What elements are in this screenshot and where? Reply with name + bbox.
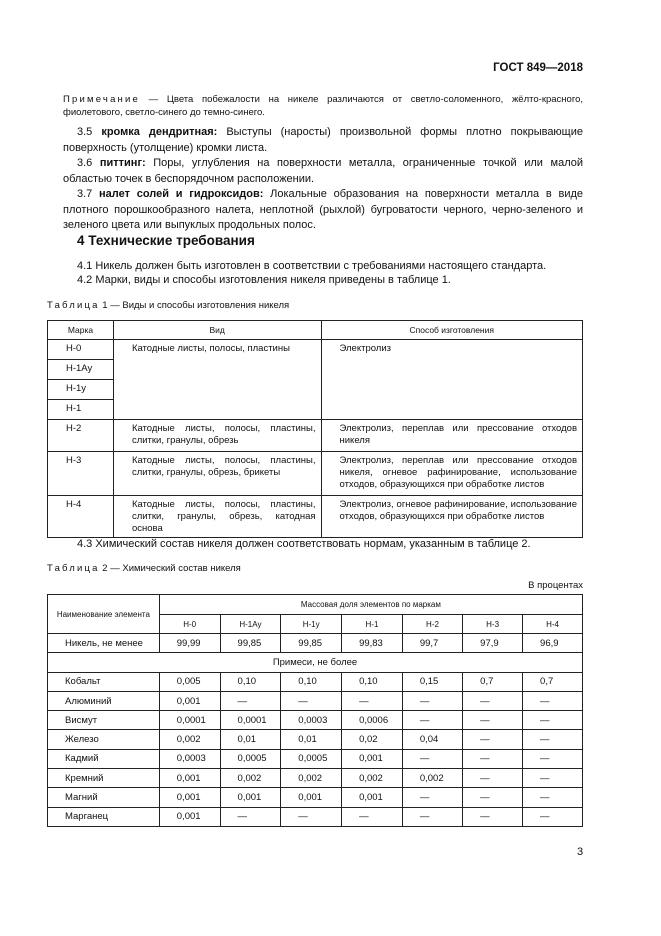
column-header-kind: Вид bbox=[113, 321, 321, 340]
cell-value: — bbox=[220, 691, 281, 710]
cell-value: — bbox=[463, 788, 523, 807]
cell-value: 0,001 bbox=[159, 691, 220, 710]
paragraph-4-1: 4.1 Никель должен быть изготовлен в соответствии с требованиями настоящего стандарта. bbox=[77, 260, 547, 272]
cell-value: — bbox=[463, 691, 523, 710]
cell-method: Электролиз, огневое рафинирование, использование отходов, образующихся при обработке листов bbox=[321, 496, 583, 538]
cell-value: — bbox=[463, 769, 523, 788]
cell-mark: Н-0 bbox=[48, 340, 114, 360]
cell-value: 0,001 bbox=[342, 788, 403, 807]
term-name: налет солей и гидроксидов: bbox=[99, 188, 264, 200]
cell-value: — bbox=[523, 769, 583, 788]
page-number: 3 bbox=[577, 846, 584, 858]
table-row bbox=[48, 749, 583, 768]
caption-label: Таблица bbox=[47, 300, 100, 311]
cell-value: 0,15 bbox=[402, 672, 462, 691]
cell-element-name: Никель, не менее bbox=[48, 634, 160, 653]
cell-method: Электролиз bbox=[321, 340, 583, 420]
cell-mark: Н-3 bbox=[48, 452, 114, 496]
term-3-7 bbox=[63, 187, 583, 234]
impurities-label: Примеси, не более bbox=[48, 653, 583, 672]
cell-value: 99,99 bbox=[159, 634, 220, 653]
table-row bbox=[48, 340, 583, 360]
cell-value: 99,83 bbox=[342, 634, 403, 653]
cell-value: 0,001 bbox=[220, 788, 281, 807]
cell-method: Электролиз, переплав или прессование отходов никеля bbox=[321, 420, 583, 452]
paragraph-4-2: 4.2 Марки, виды и способы изготовления никеля приведены в таблице 1. bbox=[77, 274, 451, 286]
cell-element-name: Кадмий bbox=[48, 749, 160, 768]
term-definition: Выступы (наросты) произвольной формы плотно покрывающие поверхность (утолщение) кромки листа. bbox=[63, 126, 583, 154]
table-row bbox=[48, 807, 583, 826]
column-header-grade: Н-1 bbox=[342, 615, 403, 634]
cell-value: 99,85 bbox=[220, 634, 281, 653]
table-subheader-row bbox=[48, 653, 583, 672]
table-row bbox=[48, 691, 583, 710]
cell-kind: Катодные листы, полосы, пластины bbox=[113, 340, 321, 420]
cell-kind: Катодные листы, полосы, пластины, слитки, гранулы, обрезь, брикеты bbox=[113, 452, 321, 496]
note-paragraph bbox=[63, 93, 583, 119]
table-header-row bbox=[48, 321, 583, 340]
cell-value: — bbox=[342, 807, 403, 826]
column-header-element: Наименование элемента bbox=[48, 595, 160, 634]
cell-value: — bbox=[463, 749, 523, 768]
cell-value: — bbox=[463, 807, 523, 826]
term-3-6 bbox=[63, 156, 583, 187]
cell-value: — bbox=[523, 730, 583, 749]
column-header-grade: Н-1Ау bbox=[220, 615, 281, 634]
caption-label: Таблица bbox=[47, 563, 100, 574]
cell-value: 97,9 bbox=[463, 634, 523, 653]
cell-value: 0,7 bbox=[463, 672, 523, 691]
table-row bbox=[48, 496, 583, 538]
document-code: ГОСТ 849—2018 bbox=[493, 62, 583, 74]
cell-kind: Катодные листы, полосы, пластины, слитки, гранулы, обрезь bbox=[113, 420, 321, 452]
cell-value: 0,001 bbox=[159, 769, 220, 788]
term-name: кромка дендритная: bbox=[101, 126, 218, 138]
cell-value: 0,001 bbox=[159, 807, 220, 826]
cell-value: 0,02 bbox=[342, 730, 403, 749]
column-header-mark: Марка bbox=[48, 321, 114, 340]
table2-units: В процентах bbox=[528, 580, 583, 591]
term-definition: Поры, углубления на поверхности металла, ограниченные точкой или малой областью точек в беспорядочном расположении. bbox=[63, 157, 583, 185]
cell-value: — bbox=[281, 691, 342, 710]
cell-value: — bbox=[281, 807, 342, 826]
cell-kind: Катодные листы, полосы, пластины, слитки, гранулы, обрезь, катодная основа bbox=[113, 496, 321, 538]
cell-value: 0,0006 bbox=[342, 711, 403, 730]
cell-value: 99,7 bbox=[402, 634, 462, 653]
cell-value: — bbox=[342, 691, 403, 710]
cell-value: 0,10 bbox=[220, 672, 281, 691]
cell-value: — bbox=[402, 807, 462, 826]
cell-value: 0,001 bbox=[159, 788, 220, 807]
cell-value: — bbox=[402, 788, 462, 807]
term-name: питтинг: bbox=[99, 157, 146, 169]
cell-value: 0,001 bbox=[342, 749, 403, 768]
table-chemical-composition bbox=[47, 594, 583, 827]
table-row bbox=[48, 672, 583, 691]
column-header-group: Массовая доля элементов по маркам bbox=[159, 595, 582, 615]
cell-value: 0,002 bbox=[402, 769, 462, 788]
cell-value: — bbox=[463, 711, 523, 730]
cell-value: — bbox=[402, 711, 462, 730]
term-number: 3.7 bbox=[77, 188, 93, 200]
cell-value: 0,01 bbox=[281, 730, 342, 749]
column-header-method: Способ изготовления bbox=[321, 321, 583, 340]
cell-mark: Н-1Ау bbox=[48, 360, 114, 380]
paragraph-4-3: 4.3 Химический состав никеля должен соответствовать нормам, указанным в таблице 2. bbox=[77, 538, 531, 550]
cell-value: 96,9 bbox=[523, 634, 583, 653]
cell-element-name: Висмут bbox=[48, 711, 160, 730]
cell-value: 0,0003 bbox=[281, 711, 342, 730]
cell-value: 0,04 bbox=[402, 730, 462, 749]
table-row bbox=[48, 420, 583, 452]
cell-value: — bbox=[402, 749, 462, 768]
cell-value: — bbox=[523, 711, 583, 730]
cell-value: 99,85 bbox=[281, 634, 342, 653]
column-header-grade: Н-4 bbox=[523, 615, 583, 634]
cell-element-name: Марганец bbox=[48, 807, 160, 826]
cell-value: — bbox=[463, 730, 523, 749]
note-text: — Цвета побежалости на никеле различаются от светло-соломенного, жёлто-красного, фиолетового, светло-синего до темно-синего. bbox=[63, 94, 583, 118]
cell-value: — bbox=[523, 749, 583, 768]
cell-value: — bbox=[523, 691, 583, 710]
cell-value: 0,002 bbox=[281, 769, 342, 788]
cell-element-name: Алюминий bbox=[48, 691, 160, 710]
caption-text: 1 — Виды и способы изготовления никеля bbox=[99, 300, 290, 311]
table1-caption bbox=[47, 300, 289, 311]
caption-text: 2 — Химический состав никеля bbox=[99, 563, 241, 574]
cell-element-name: Кремний bbox=[48, 769, 160, 788]
table-row-nickel bbox=[48, 634, 583, 653]
cell-value: — bbox=[402, 691, 462, 710]
cell-value: 0,002 bbox=[159, 730, 220, 749]
table-row bbox=[48, 711, 583, 730]
cell-element-name: Кобальт bbox=[48, 672, 160, 691]
cell-method: Электролиз, переплав или прессование отходов никеля, огневое рафинирование, использование отходов, образующихся при обработке листов bbox=[321, 452, 583, 496]
cell-mark: Н-4 bbox=[48, 496, 114, 538]
cell-value: 0,005 bbox=[159, 672, 220, 691]
table-row bbox=[48, 769, 583, 788]
term-number: 3.6 bbox=[77, 157, 93, 169]
cell-value: 0,002 bbox=[220, 769, 281, 788]
cell-value: — bbox=[523, 788, 583, 807]
cell-value: 0,0003 bbox=[159, 749, 220, 768]
cell-value: 0,7 bbox=[523, 672, 583, 691]
table2-caption bbox=[47, 563, 241, 574]
cell-value: 0,10 bbox=[281, 672, 342, 691]
cell-value: 0,10 bbox=[342, 672, 403, 691]
note-label: Примечание bbox=[63, 94, 140, 105]
cell-mark: Н-1у bbox=[48, 380, 114, 400]
cell-value: 0,01 bbox=[220, 730, 281, 749]
cell-value: 0,0005 bbox=[220, 749, 281, 768]
cell-value: 0,002 bbox=[342, 769, 403, 788]
table-row bbox=[48, 788, 583, 807]
column-header-grade: Н-1у bbox=[281, 615, 342, 634]
table-header-row bbox=[48, 595, 583, 615]
cell-mark: Н-2 bbox=[48, 420, 114, 452]
term-3-5 bbox=[63, 125, 583, 156]
cell-value: 0,0001 bbox=[220, 711, 281, 730]
cell-value: 0,001 bbox=[281, 788, 342, 807]
term-definition: Локальные образования на поверхности металла в виде плотного порошкообразного налета, неплотной (рыхлой) бугроватости черного, черно-зеленого и зеленого цвета или выпуклых продольных полос. bbox=[63, 188, 584, 231]
cell-value: — bbox=[523, 807, 583, 826]
cell-value: — bbox=[220, 807, 281, 826]
term-number: 3.5 bbox=[77, 126, 93, 138]
cell-element-name: Железо bbox=[48, 730, 160, 749]
cell-mark: Н-1 bbox=[48, 400, 114, 420]
table-production-methods bbox=[47, 320, 583, 538]
column-header-grade: Н-2 bbox=[402, 615, 462, 634]
column-header-grade: Н-3 bbox=[463, 615, 523, 634]
column-header-grade: Н-0 bbox=[159, 615, 220, 634]
cell-element-name: Магний bbox=[48, 788, 160, 807]
table-row bbox=[48, 730, 583, 749]
table-row bbox=[48, 452, 583, 496]
cell-value: 0,0005 bbox=[281, 749, 342, 768]
section-title: 4 Технические требования bbox=[77, 233, 255, 248]
cell-value: 0,0001 bbox=[159, 711, 220, 730]
